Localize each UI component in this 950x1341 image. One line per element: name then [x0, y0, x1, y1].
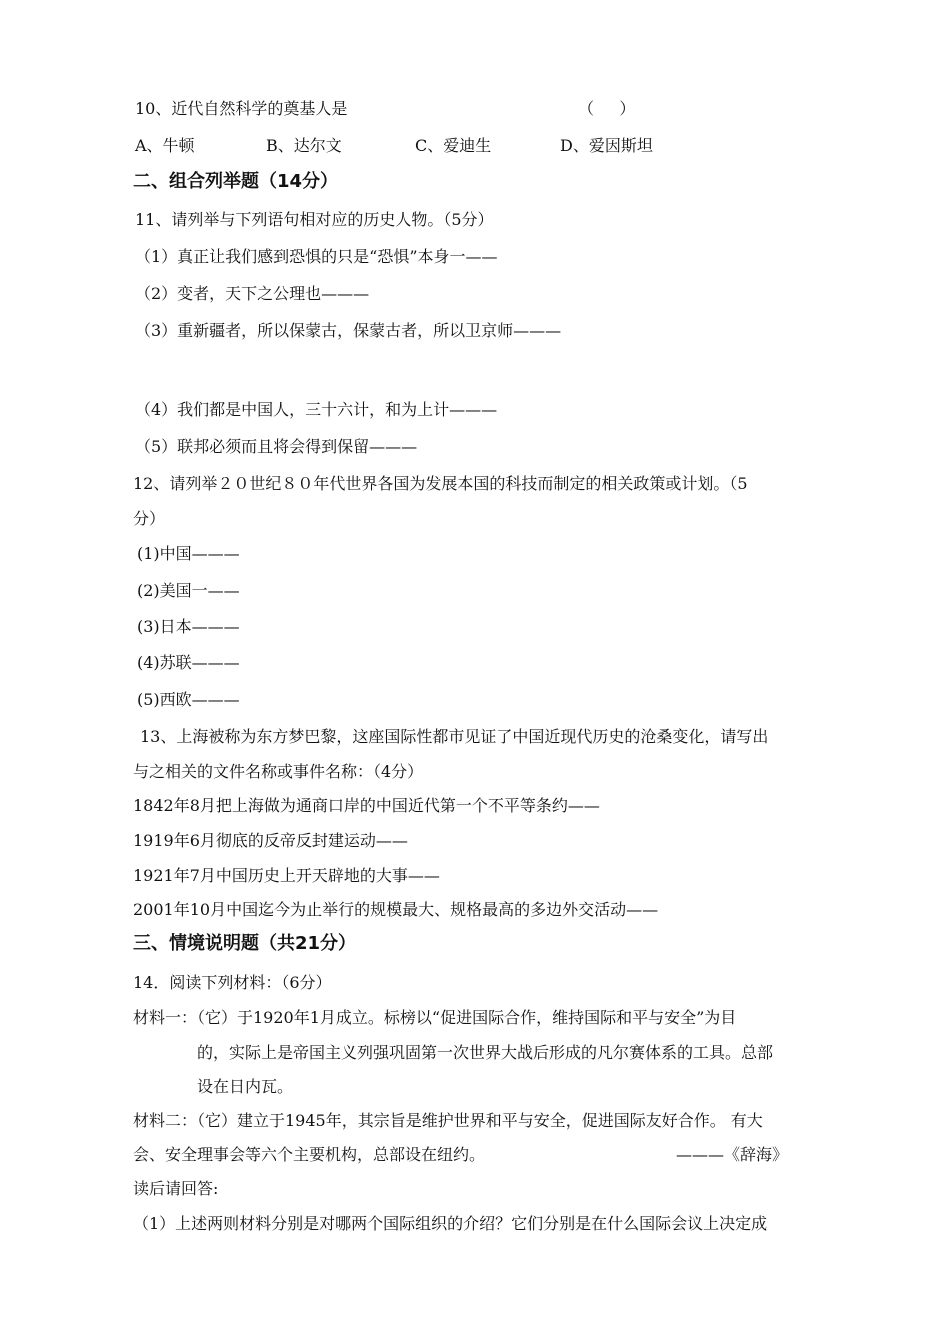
section2-heading: 二、组合列举题（14分） — [133, 171, 339, 192]
q12-stem-line2: 分） — [133, 509, 166, 528]
q10-option-c: C、爱迪生 — [415, 136, 492, 155]
section3-heading: 三、情境说明题（共21分） — [133, 933, 357, 954]
q13-stem-line2: 与之相关的文件名称或事件名称：（4分） — [133, 762, 424, 781]
q12-item-2: (2)美国一—— — [137, 581, 240, 600]
q14-material1-line3: 设在日内瓦。 — [197, 1077, 294, 1096]
q13-stem-line1: 13、上海被称为东方梦巴黎，这座国际性都市见证了中国近现代历史的沧桑变化，请写出 — [140, 727, 769, 746]
q13-item-2: 1919年6月彻底的反帝反封建运动—— — [133, 831, 408, 850]
q13-item-3: 1921年7月中国历史上开天辟地的大事—— — [133, 866, 440, 885]
q12-stem-line1: 12、请列举２０世纪８０年代世界各国为发展本国的科技而制定的相关政策或计划。（5 — [133, 474, 748, 493]
q11-stem: 11、请列举与下列语句相对应的历史人物。（5分） — [135, 210, 494, 229]
q12-item-1: (1)中国——— — [137, 544, 240, 563]
q14-stem: 14．阅读下列材料：（6分） — [133, 973, 332, 992]
q10-stem: 10、近代自然科学的奠基人是 — [135, 99, 348, 118]
q12-item-4: (4)苏联——— — [137, 653, 240, 672]
q14-material2-line1: 材料二：（它）建立于1945年，其宗旨是维护世界和平与安全，促进国际友好合作。 有大 — [133, 1111, 763, 1130]
q11-item-3: （3）重新疆者，所以保蒙古，保蒙古者，所以卫京师——— — [135, 321, 562, 340]
q11-item-2: （2）变者，天下之公理也——— — [135, 284, 370, 303]
q12-item-5: (5)西欧——— — [137, 690, 240, 709]
q11-item-4: （4）我们都是中国人，三十六计，和为上计——— — [135, 400, 498, 419]
q14-material1-line1: 材料一：（它）于1920年1月成立。标榜以“促进国际合作，维持国际和平与安全”为目 — [133, 1008, 737, 1027]
q10-option-d: D、爱因斯坦 — [560, 136, 653, 155]
q11-item-5: （5）联邦必须而且将会得到保留——— — [135, 437, 418, 456]
q14-subquestion-1: （1）上述两则材料分别是对哪两个国际组织的介绍？它们分别是在什么国际会议上决定成 — [133, 1214, 768, 1233]
q11-item-1: （1）真正让我们感到恐惧的只是“恐惧”本身一—— — [135, 247, 498, 266]
q14-material2-source: ———《辞海》 — [676, 1145, 789, 1164]
q10-answer-blank: （ ） — [578, 99, 636, 118]
q13-item-1: 1842年8月把上海做为通商口岸的中国近代第一个不平等条约—— — [133, 796, 600, 815]
q13-item-4: 2001年10月中国迄今为止举行的规模最大、规格最高的多边外交活动—— — [133, 900, 659, 919]
q10-option-a: A、牛顿 — [135, 136, 195, 155]
q14-read-prompt: 读后请回答: — [133, 1179, 219, 1198]
q14-material1-line2: 的，实际上是帝国主义列强巩固第一次世界大战后形成的凡尔赛体系的工具。总部 — [197, 1043, 774, 1062]
q12-item-3: (3)日本——— — [137, 617, 240, 636]
q10-option-b: B、达尔文 — [266, 136, 342, 155]
q14-material2-line2: 会、安全理事会等六个主要机构，总部设在纽约。 — [133, 1145, 486, 1164]
